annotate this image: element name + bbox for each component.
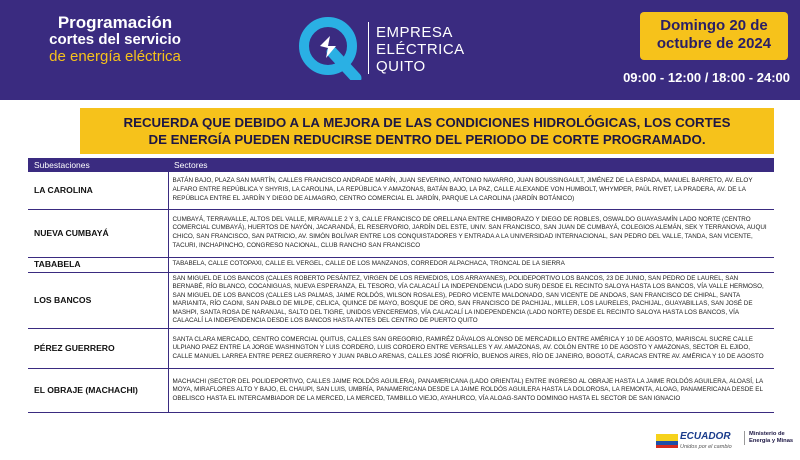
title-line-1: Programación (57, 13, 173, 32)
substation-name: PÉREZ GUERRERO (28, 329, 168, 369)
column-header-substations: Subestaciones (28, 158, 168, 172)
notice-banner (80, 108, 774, 154)
company-name-line-2: ELÉCTRICA (376, 41, 465, 58)
date-badge (640, 12, 788, 60)
title-line-2: cortes del servicio (49, 31, 181, 48)
outage-hours: 09:00 - 12:00 / 18:00 - 24:00 (623, 70, 790, 85)
logo-divider (368, 22, 369, 74)
title-line-3: de energía eléctrica (49, 48, 181, 65)
page-title (30, 14, 200, 65)
eeq-logo-icon (298, 16, 362, 80)
ministry-line-1: Ministerio de (749, 431, 785, 437)
country-wordmark: ECUADOR (680, 431, 731, 442)
sectors-list: BATÁN BAJO, PLAZA SAN MARTÍN, CALLES FRANCISCO ANDRADE MARÍN, JUAN SEVERINO, ANTONIO NAVARRO, JUAN BOUSSINGAULT, JIMÉNEZ DE LA ESPADA, MANUEL BARRETO, AV. ELOY ALFARO ENTRE REPÚBLICA Y SHYRIS, LA CAROLINA, LA REPÚBLICA Y AMAZONAS, BATÁN BAJO, LA PAZ, CALLE ALEXANDE VON HUMBOLT, WHYMPER, PAÚL RIVET, LA PRADERA, AV. DE LA REPÚBLICA ENTRE EL JARDÍN Y DIEGO DE ALMAGRO, CENTRO COMERCIAL EL JARDÍN, PARQUE LA CAROLINA (JARDÍN BOTÁNICO) (168, 172, 774, 209)
sectors-list: CUMBAYÁ, TERRAVALLE, ALTOS DEL VALLE, MIRAVALLE 2 Y 3, CALLE FRANCISCO DE ORELLANA ENTRE CHIMBORAZO Y DIEGO DE ROBLES, OSWALDO GUAYASAMÍN LADO NORTE (CENTRO COMERCIAL CUMBAYÁ), HUERTOS DE NAYÓN, JACARANDÁ, EL RESERVORIO, JARDÍN DEL ESTE, UNIV. SAN FRANCISCO, SAN JUAN DE CUMBAYÁ, COLEGIOS ALEMÁN, SEK Y TERRANOVA, AUQUI CHICO, SAN FRANCISCO, SAN PATRICIO, AV. SIMÓN BOLÍVAR ENTRE LOS CONQUISTADORES Y ENTRADA A LA UNIVERSIDAD INTERNACIONAL, SAN PEDRO DEL VALLE, TANDA, SAN VICENTE, TACURI, INCHAPINCHO, CONGRESO NACIONAL, CLUB RANCHO SAN FRANCISCO (168, 209, 774, 257)
government-footer (646, 420, 796, 456)
date-line-1: Domingo 20 de (660, 17, 768, 34)
table-row (28, 369, 774, 413)
sectors-list: SANTA CLARA MERCADO, CENTRO COMERCIAL QUITUS, CALLES SAN GREGORIO, RAMIRÉZ DÁVALOS ALONSO DE MERCADILLO ENTRE AMÉRICA Y 10 DE AGOSTO, MARISCAL SUCRE CALLE ULPIANO PAEZ ENTRE LA JORGE WASHINGTON Y LUIS CORDERO, LUIS CORDERO ENTRE VERSALLES Y AV. AMAZONAS, AV. COLÓN ENTRE 10 DE AGOSTO Y AMAZONAS, SECTOR EL EJIDO, CALLE MANUEL LARREA ENTRE PEREZ GUERRERO Y JUAN PABLO ARENAS, CALLES JOSÉ RIOFRÍO, BUENOS AIRES, RÍO DE JANEIRO, BOGOTÁ, CARACAS ENTRE AV. AMÉRICA Y 10 DE AGOSTO (168, 329, 774, 369)
ecuador-flag-icon (656, 434, 678, 448)
table-row (28, 209, 774, 257)
outage-table (28, 158, 774, 413)
column-header-sectors: Sectores (168, 158, 774, 172)
company-name-line-3: QUITO (376, 58, 426, 75)
substation-name: LOS BANCOS (28, 272, 168, 329)
ministry-name (744, 431, 796, 445)
substation-name: TABABELA (28, 257, 168, 272)
date-line-2: octubre de 2024 (656, 35, 772, 52)
sectors-list: TABABELA, CALLE COTOPAXI, CALLE EL VERGEL, CALLE DE LOS MANZANOS, CORREDOR ALPACHACA, TRONCAL DE LA SIERRA (168, 257, 774, 272)
table-row (28, 329, 774, 369)
company-name (376, 24, 465, 75)
notice-line-2: DE ENERGÍA PUEDEN REDUCIRSE DENTRO DEL PERIODO DE CORTE PROGRAMADO. (148, 132, 706, 147)
ministry-line-2: Energía y Minas (749, 438, 794, 444)
sectors-list: SAN MIGUEL DE LOS BANCOS (CALLES ROBERTO PESÁNTEZ, VIRGEN DE LOS REMEDIOS, LOS ARRAYANES), POLIDEPORTIVO LOS BANCOS, 23 DE JUNIO, SAN PEDRO DE LAUREL, SAN BERNABÉ, RÍO BLANCO, COCANIGUAS, NUEVA ESPERANZA, EL TESORO, VÍA CALACALÍ LA INDEPENDENCIA (LADO SUR) DESDE EL RECINTO SALOYA HASTA LOS BANCOS, VÍA VALLE HERMOSO, SAN MIGUEL DE LOS BANCOS (CALLES LAS PALMAS, JAIME ROLDÓS, WILSON ROSALES), PEDRO VICENTE MALDONADO, SAN VICENTE DE ANDOAS, SAN FRANCISCO DE CHIPAL, SANTA MARIANITA, RÍO CAONI, SAN PABLO DE MILPE, CELICA, QUINCE DE MAYO, BOSQUE DE ORO, SAN FRANCISCO DE PACHIJAL, MILLER, LOS LAURELES, PACHIJAL, GUAYABILLAS, SAN JOSÉ DE MASHPI, SANTA ROSA DE NARANJAL, SALTO DEL TIGRE, UNIDOS VENCEREMOS, VÍA CALACALÍ LA INDEPENDENCIA (LADO NORTE) DESDE EL RECINTO SALOYA HASTA LOS BANCOS, VÍA CALACALÍ LA INDEPENDENCIA DESDE LOS BANCOS HASTA ANTES DEL CENTRO DE PUERTO QUITO (168, 272, 774, 329)
company-logo (298, 14, 518, 84)
substation-name: LA CAROLINA (28, 172, 168, 209)
table-row (28, 272, 774, 329)
table-row (28, 257, 774, 272)
sectors-list: MACHACHI (SECTOR DEL POLIDEPORTIVO, CALLES JAIME ROLDÓS AGUILERA), PANAMERICANA (LADO ORIENTAL) ENTRE INGRESO AL OBRAJE HASTA LA JAIME ROLDÓS AGUILERA, ALOASÍ, LA MOYA, MIRAFLORES ALTO Y BAJO, EL CHAUPI, SAN LUIS, UMBRÍA, PANAMERICANA DESDE LA JAIME ROLDÓS AGUILERA HASTA LA DOLOROSA, LA REMONTA, ALOAG, PANAMERICANA DESDE EL OBELISCO HASTA EL INTERCAMBIADOR DE LA MERCED, LA MERCED, TAMBILLO VIEJO, AYAHURCO, VÍA ALOAG-SANTO DOMINGO HASTA EL SECTOR DE SAN IGNACIO (168, 369, 774, 413)
substation-name: EL OBRAJE (MACHACHI) (28, 369, 168, 413)
table-header-row (28, 158, 774, 172)
substation-name: NUEVA CUMBAYÁ (28, 209, 168, 257)
table-row (28, 172, 774, 209)
company-name-line-1: EMPRESA (376, 24, 453, 41)
government-slogan: Unidos por el cambio (680, 444, 732, 450)
notice-line-1: RECUERDA QUE DEBIDO A LA MEJORA DE LAS CONDICIONES HIDROLÓGICAS, LOS CORTES (123, 115, 731, 130)
header-banner (0, 0, 800, 100)
